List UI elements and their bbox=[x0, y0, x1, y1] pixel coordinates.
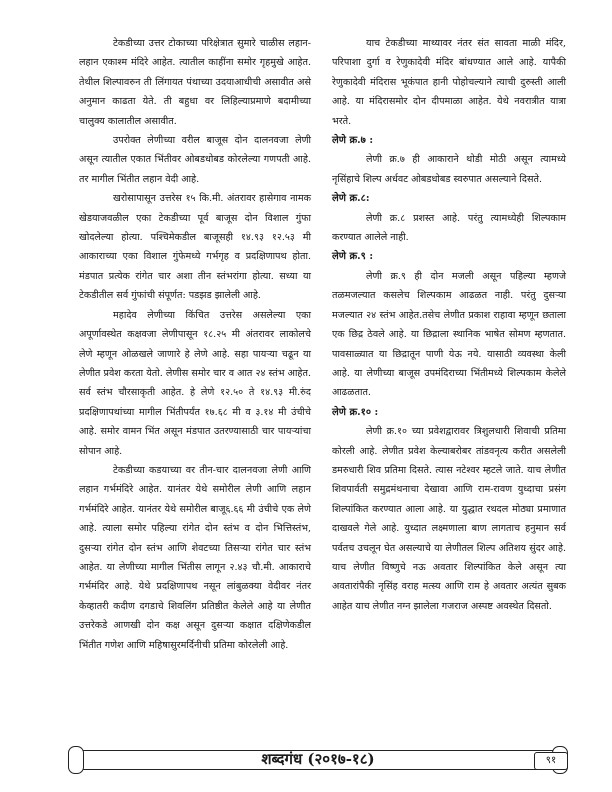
paragraph: लेणी क्र.९ ही दोन मजली असून पहिल्या म्हणजे तळमजल्यात कसलेच शिल्पकाम आढळत नाही. परंतु दुसऱ्या मजल्यात २४ स्तंभ आहेत.तसेच लेणीत प्रकाश राहावा म्हणून छताला एक छिद्र ठेवले आहे. या छिद्राला स्थानिक भाषेत सोमण म्हणतात. पावसाळ्यात या छिद्रातून पाणी येऊ नये. यासाठी व्यवस्था केली आहे. या लेणीच्या बाजूस उपमंदिराच्या भिंतीमध्ये शिल्पकाम केलेले आढळतात. bbox=[332, 270, 566, 399]
paragraph: टेकडीच्या कडयाच्या वर तीन-चार दालनवजा लेणी आणि लहान गर्भमंदिरे आहेत. यानंतर येथे समोरील लेणी आणि लहान गर्भमंदिरे आहेत. यानंतर येथे समोरील बाजू६.६६ मी उंचीचे एक लेणे आहे. त्याला समोर पहिल्या रांगेत दोन स्तंभ व दोन भित्तिस्तंभ, दुसऱ्या रांगेत दोन स्तंभ आणि शेवटच्या तिसऱ्या रांगेत चार स्तंभ आहेत. या लेणीच्या मागील भिंतीस लागून २.४३ चौ.मी. आकाराचे गर्भमंदिर आहे. येथे प्रदक्षिणापथ नसून लांबुळक्या वेदीवर नंतर केव्हातरी कदीण दगडाचे शिवलिंग प्रतिष्ठीत केलेले आहे या लेणीत उत्तरेकडे आणखी दोन कक्ष असून दुसऱ्या कक्षात दक्षिणेकडील भिंतीत गणेश आणि महिषासुरमर्दिनीची प्रतिमा कोरलेली आहे. bbox=[79, 464, 311, 651]
section-heading: लेणे क्र.८: bbox=[332, 193, 370, 205]
paragraph: लेणी क्र.१० च्या प्रवेशद्वारावर त्रिशुलधारी शिवाची प्रतिमा कोरली आहे. लेणीत प्रवेश केल्याबरोबर तांडवनृत्य करीत असलेली डमरुधारी शिव प्रतिमा दिसते. त्यास नटेश्वर म्हटले जाते. याच लेणीत शिवपार्वती समुद्रमंथनाचा देखावा आणि राम-रावण युध्दाचा प्रसंग शिल्पांकित करण्यात आला आहे. या युद्धात रथदल मोठ्या प्रमाणात दाखवले गेले आहे. युध्दात लक्ष्मणाला बाण लागताच हनुमान सर्व पर्वतच उचलून घेत असल्याचे या लेणीतल शिल्प अतिशय सुंदर आहे. याच लेणीत विष्णुचे नऊ अवतार शिल्पांकित केले असून त्या अवतारांपैकी नृसिंह वराह मत्स्य आणि राम हे अवतार अत्यंत सुबक आहेत याच लेणीत नग्न झालेला गजराज अस्पष्ट अवस्थेत दिसतो. bbox=[332, 426, 566, 612]
publication-title: शब्दगंध (२०१७-१८) bbox=[261, 750, 375, 768]
scroll-curl-left bbox=[68, 746, 84, 774]
footer-scroll-banner bbox=[68, 742, 568, 776]
paragraph: लेणी क्र.७ ही आकाराने थोडी मोठी असून त्यामध्ये नृसिंहाचे शिल्प अर्धवट ओबडधोबड स्वरुपात असल्याने दिसते. bbox=[332, 154, 566, 185]
right-column bbox=[332, 34, 566, 616]
paragraph: याच टेकडीच्या माथ्यावर नंतर संत सावता माळी मंदिर, परिपाशा दुर्गा व रेणुकादेवी मंदिर बांधण्यात आले आहे. यापैकी रेणुकादेवी मंदिरास भूकंपात हानी पोहोचल्याने त्याची दुरुस्ती आली आहे. या मंदिरासमोर दोन दीपमाळा आहेत. येथे नवरात्रीत यात्रा भरते. bbox=[332, 38, 566, 127]
paragraph: उपरोक्त लेणीच्या वरील बाजूस दोन दालनवजा लेणी असून त्यातील एकात भिंतीवर ओबडधोबड कोरलेल्या गणपती आहे. तर मागील भिंतीत लहान वेदी आहे. bbox=[79, 135, 311, 185]
section-heading: लेणे क्र.९ : bbox=[332, 251, 374, 263]
paragraph: टेकडीच्या उत्तर टोकाच्या परिक्षेत्रात सुमारे चाळीस लहान-लहान एकाश्म मंदिरे आहेत. त्यातील काहींना समोर गृहमुखे आहेत. तेथील शिल्पावरुन ती लिंगायत पंथाच्या उदयाआधीची असावीत असे अनुमान काढता येते. ती बहुधा वर लिहिल्याप्रमाणे बदामीच्या चालुक्य कालातील असावीत. bbox=[79, 38, 311, 127]
paragraph: महादेव लेणीच्या किंचित उत्तरेस असलेल्या एका अपूर्णावस्थेत कक्षवजा लेणीपासून १८.२५ मी अंतरावर लाकोलचे लेणे म्हणून ओळखले जाणारे हे लेणे आहे. सहा पायऱ्या चढून या लेणीत प्रवेश करता येतो. लेणीस समोर चार व आत २४ स्तंभ आहेत. सर्व स्तंभ चौरसाकृती आहेत. हे लेणे १२.५० ते १४.९३ मी.रुंद प्रदक्षिणापथांच्या मागील भिंतीपर्यंत १७.६८ मी व ३.१४ मी उंचीचे आहे. समोर वामन भिंत असून मंडपात उतरण्यासाठी चार पायऱ्यांचा सोपान आहे. bbox=[79, 309, 311, 457]
section-heading: लेणे क्र.७ : bbox=[332, 135, 374, 147]
section-heading: लेणे क्र.१० : bbox=[332, 406, 379, 418]
paragraph: खरोसापासून उत्तरेस १५ कि.मी. अंतरावर हासेगाव नामक खेडयाजवळील एका टेकडीच्या पूर्व बाजूस दोन विशाल गुंफा खोदलेल्या होत्या. पश्चिमेकडील बाजूसही १४.९३ १२.५३ मी आकाराच्या एका विशाल गुंफेमध्ये गर्भगृह व प्रदक्षिणापथ होता. मंडपात प्रत्येक रांगेत चार अशा तीन स्तंभरांगा होत्या. सध्या या टेकडीतील सर्व गुंफांची संपूर्णत: पडझड झालेली आहे. bbox=[79, 193, 311, 302]
paragraph: लेणी क्र.८ प्रशस्त आहे. परंतु त्यामध्येही शिल्पकाम करण्यात आलेले नाही. bbox=[332, 212, 566, 244]
page-number: ९१ bbox=[534, 752, 568, 770]
left-column bbox=[79, 34, 311, 655]
